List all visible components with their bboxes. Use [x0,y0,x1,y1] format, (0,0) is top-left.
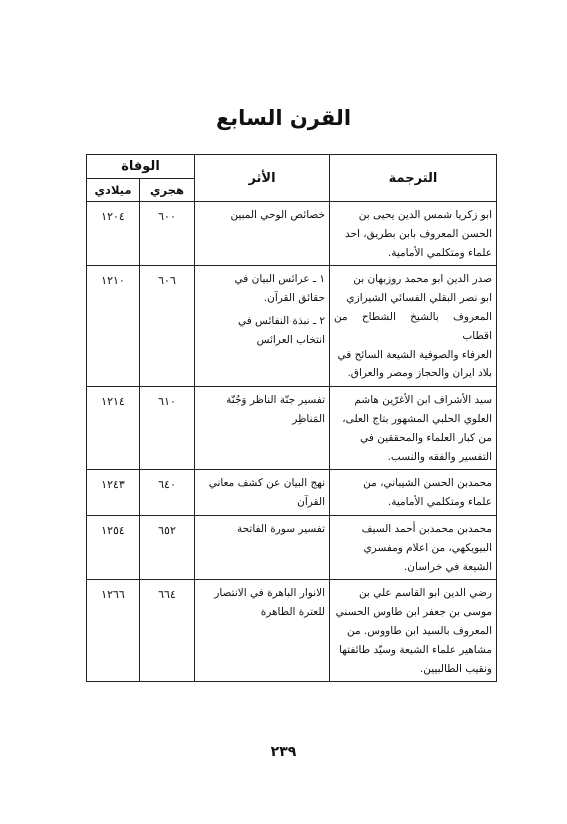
biography-cell [330,580,497,682]
work-cell [195,470,330,516]
page-number: ٢٣٩ [270,744,297,760]
table-row [87,266,497,387]
biography-cell-line: مشاهير علماء الشيعة وسيّد طائفتها [339,643,492,656]
work-cell-line: المَناظِر [292,412,325,425]
biography-cell-line: علماء ومتكلمي الأمامية. [387,496,492,509]
work-cell-line: ١ ـ عرائس البيان في [234,273,325,286]
gregorian-year-cell: ١٢٥٤ [87,515,140,579]
work-cell-line: حقائق القرآن. [263,292,325,305]
hijri-year-cell: ٦١٠ [140,387,195,470]
biography-cell-line: العرفاء والصوفية الشيعة السائح في [337,348,492,361]
gregorian-year-cell: ١٢٤٣ [87,470,140,516]
biography-cell-line: محمدبن الحسن الشيباني، من [363,477,492,490]
biography-cell [330,515,497,579]
biography-table [86,154,497,682]
work-cell-line: انتخاب العرائس [256,333,325,346]
biography-cell-line: البيويكهي، من اعلام ومفسري [363,541,492,554]
gregorian-year-cell: ١٢٠٤ [87,202,140,266]
biography-cell-line: التفسير والفقه والنسب. [387,450,492,463]
biography-cell-line: صدر الدين ابو محمد روزبهان بن [353,273,492,286]
work-cell-line: الانوار الباهرة في الانتصار [214,587,325,600]
biography-cell-line: علماء ومتكلمي الأمامية. [387,246,492,259]
biography-cell-line: من كبار العلماء والمحققين في [360,431,492,444]
work-cell-line: تفسير سورة الفاتحة [237,522,325,535]
work-cell [195,202,330,266]
biography-cell-line: بلاد ايران والحجاز ومصر والعراق. [347,367,492,380]
hijri-year-cell: ٦٠٠ [140,202,195,266]
biography-cell-line: الشيعة في خراسان. [403,560,492,573]
hijri-year-cell: ٦٥٢ [140,515,195,579]
biography-cell [330,266,497,387]
work-cell [195,266,330,387]
header-biography: الترجمة [330,155,497,202]
biography-cell-line: موسى بن جعفر ابن طاوس الحسني [335,606,492,619]
hijri-year-cell: ٦٤٠ [140,470,195,516]
gregorian-year-cell: ١٢١٤ [87,387,140,470]
hijri-year-cell: ٦٦٤ [140,580,195,682]
table-row [87,387,497,470]
biography-cell-line: سيد الأشراف ابن الأغرّين هاشم [354,394,492,407]
biography-cell [330,470,497,516]
biography-cell [330,387,497,470]
gregorian-year-cell: ١٢٦٦ [87,580,140,682]
biography-cell-line: محمدبن محمدبن أحمد السيف [361,522,492,535]
header-hijri: هجري [140,179,195,202]
work-cell-line: ٢ ـ نبذة النفائس في [237,314,325,327]
page-title: القرن السابع [215,106,352,130]
biography-cell-line: ونقيب الطالبيين. [419,662,492,675]
work-cell [195,387,330,470]
work-cell-line: نهج البيان عن كشف معاني [208,477,325,490]
work-cell [195,580,330,682]
table-row [87,470,497,516]
biography-cell-line: المعروف بالسيد ابن طاووس. من [346,624,492,637]
table-row [87,515,497,579]
table-row [87,202,497,266]
biography-cell-line: ابو نصر البقلي الفسائي الشيرازي [346,292,492,305]
hijri-year-cell: ٦٠٦ [140,266,195,387]
header-death: الوفاة [87,155,195,179]
table-row [87,580,497,682]
biography-cell-line: المعروف بالشيخ الشطاح من اقطاب [334,310,492,342]
biography-cell-line: ابو زكريا شمس الدين يحيى بن [358,209,492,221]
work-cell-line: خصائص الوحي المبين [230,209,325,221]
work-cell-line: للعترة الطاهرة [260,606,325,619]
biography-cell-line: الحسن المعروف بابن بطريق، احد [345,227,492,240]
biography-cell-line: رضي الدين ابو القاسم علي بن [358,587,492,600]
biography-cell [330,202,497,266]
work-cell-line: القرآن [297,496,325,509]
header-gregorian: ميلادي [87,179,140,202]
work-cell [195,515,330,579]
header-work: الأثر [195,155,330,202]
biography-cell-line: العلوي الحلبي المشهور بتاج العلى، [342,412,492,425]
work-cell-line: تفسير جنّة الناظر وَجُنّة [226,394,325,407]
gregorian-year-cell: ١٢١٠ [87,266,140,387]
